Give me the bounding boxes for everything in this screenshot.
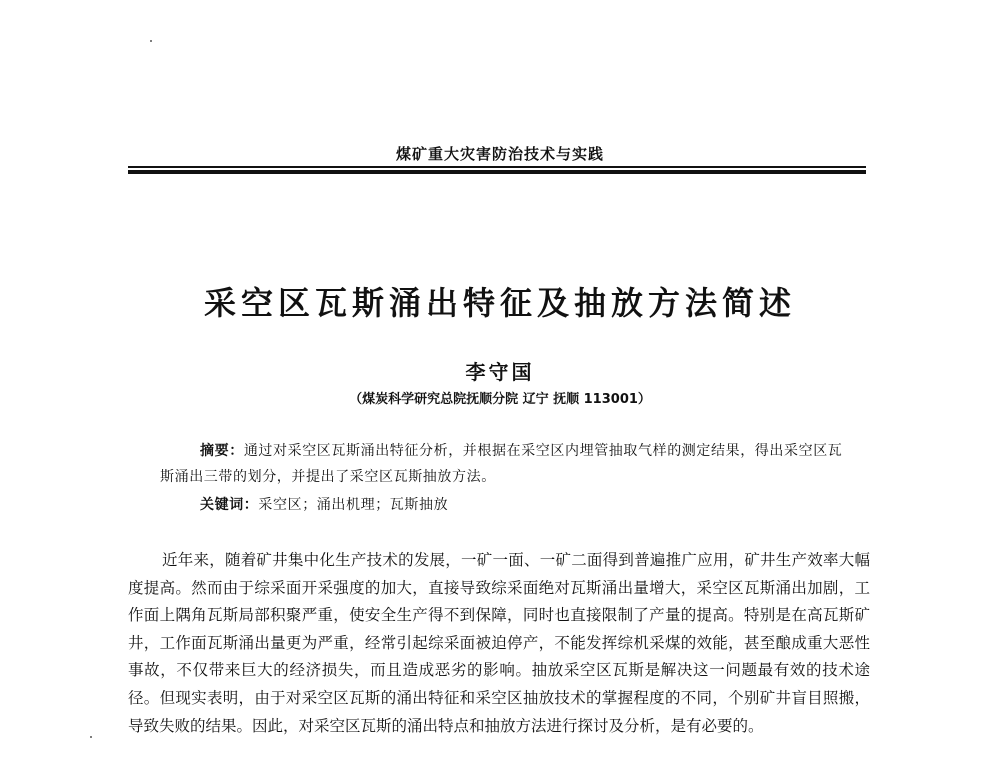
scan-speck-top: [150, 40, 152, 42]
body-paragraph: 近年来，随着矿井集中化生产技术的发展，一矿一面、一矿二面得到普遍推广应用，矿井生产效率大幅度提高。然而由于综采面开采强度的加大，直接导致综采面绝对瓦斯涌出量增大，采空区瓦斯涌出加剧，工作面上隅角瓦斯局部积聚严重，使安全生产得不到保障，同时也直接限制了产量的提高。特别是在高瓦斯矿井，工作面瓦斯涌出量更为严重，经常引起综采面被迫停产，不能发挥综机采煤的效能，甚至酿成重大恶性事故，不仅带来巨大的经济损失，而且造成恶劣的影响。抽放采空区瓦斯是解决这一问题最有效的技术途径。但现实表明，由于对采空区瓦斯的涌出特征和采空区抽放技术的掌握程度的不同，个别矿井盲目照搬，导致失败的结果。因此，对采空区瓦斯的涌出特点和抽放方法进行探讨及分析，是有必要的。: [128, 551, 870, 735]
abstract: [160, 438, 850, 490]
running-head: 煤矿重大灾害防治技术与实践: [395, 145, 604, 163]
header-rule-thick: [128, 170, 866, 174]
keywords-text: 采空区；涌出机理；瓦斯抽放: [258, 497, 449, 513]
keywords-label: 关键词：: [200, 497, 259, 513]
author-affiliation: （煤炭科学研究总院抚顺分院 辽宁 抚顺 113001）: [349, 392, 651, 407]
article-title: 采空区瓦斯涌出特征及抽放方法简述: [203, 284, 796, 322]
keywords: [200, 492, 448, 518]
header-rule-thin: [128, 166, 866, 168]
scan-speck-left: [90, 736, 92, 738]
abstract-text: 通过对采空区瓦斯涌出特征分析，并根据在采空区内埋管抽取气样的测定结果，得出采空区瓦斯涌出三带的划分，并提出了采空区瓦斯抽放方法。: [160, 443, 843, 485]
abstract-label: 摘要：: [200, 443, 244, 459]
author-name: 李守国: [465, 360, 535, 384]
